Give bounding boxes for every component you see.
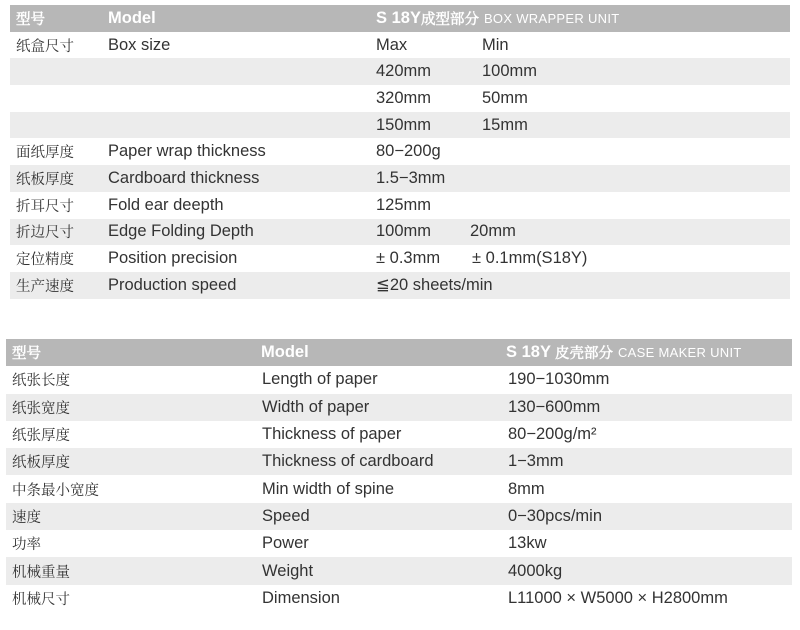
table-row xyxy=(6,394,792,421)
row-label-cn: 中条最小宽度 xyxy=(12,482,99,499)
row-label-cn: 机械重量 xyxy=(12,564,70,581)
row-value: 100mm xyxy=(376,222,432,241)
box-size-min-value: 50mm xyxy=(482,88,528,107)
table-row xyxy=(10,58,790,85)
row-label-en: Speed xyxy=(262,506,310,525)
row-label-en: Width of paper xyxy=(262,397,370,416)
table-row xyxy=(10,85,790,112)
row-label-cn: 折边尺寸 xyxy=(16,225,74,242)
row-label-en: Min width of spine xyxy=(262,479,395,498)
row-label-en: Length of paper xyxy=(262,370,378,389)
table-row xyxy=(6,503,792,530)
header-model-en: Model xyxy=(108,8,156,27)
row-label-cn: 速度 xyxy=(12,509,41,526)
case-maker-spec-table xyxy=(6,339,792,612)
header-model-cn: 型号 xyxy=(12,346,41,363)
row-label-cn: 机械尺寸 xyxy=(12,591,70,608)
table-row xyxy=(10,192,790,219)
box-wrapper-spec-table xyxy=(10,5,790,299)
row-label-cn: 纸板厚度 xyxy=(16,171,74,188)
box-size-min-label: Min xyxy=(482,35,509,54)
row-label-en: Edge Folding Depth xyxy=(108,222,254,241)
table-row xyxy=(6,421,792,448)
row-value: 8mm xyxy=(508,479,545,498)
row-label-en: Position precision xyxy=(108,249,238,268)
row-label-en: Box size xyxy=(108,35,171,54)
row-value: ≦20 sheets/min xyxy=(376,276,493,295)
table-row xyxy=(6,557,792,584)
table-row xyxy=(10,245,790,272)
box-size-max-value: 320mm xyxy=(376,88,432,107)
row-label-cn: 定位精度 xyxy=(16,252,74,269)
row-value: 1−3mm xyxy=(508,452,564,471)
row-label-cn: 功率 xyxy=(12,537,41,554)
box-size-max-value: 150mm xyxy=(376,115,432,134)
row-label-en: Cardboard thickness xyxy=(108,168,260,187)
row-label-cn: 纸张宽度 xyxy=(12,400,70,417)
row-value-secondary: ± 0.1mm(S18Y) xyxy=(472,249,588,268)
table-row xyxy=(10,165,790,192)
row-label-cn: 纸张长度 xyxy=(12,373,70,390)
table-header xyxy=(6,339,792,366)
table-row xyxy=(10,219,790,246)
header-unit-name: BOX WRAPPER UNIT xyxy=(483,10,620,26)
table-row xyxy=(10,272,790,299)
table-row xyxy=(10,112,790,139)
row-label-en: Power xyxy=(262,534,309,553)
row-value: 0−30pcs/min xyxy=(508,506,603,525)
row-label-en: Thickness of paper xyxy=(262,425,402,444)
header-unit-title xyxy=(506,339,742,366)
row-label-cn: 纸盒尺寸 xyxy=(16,38,74,55)
row-label-en: Dimension xyxy=(262,588,340,607)
box-size-min-value: 15mm xyxy=(482,115,528,134)
table-row xyxy=(6,475,792,502)
row-label-en: Fold ear deepth xyxy=(108,195,224,214)
table-row xyxy=(6,530,792,557)
header-model-section-cn: 成型部分 xyxy=(420,11,479,28)
row-label-cn: 纸张厚度 xyxy=(12,428,70,445)
row-value: 125mm xyxy=(376,195,432,214)
row-label-en: Production speed xyxy=(108,275,237,294)
row-value: 130−600mm xyxy=(508,397,601,416)
row-value: ± 0.3mm xyxy=(376,249,441,268)
row-label-en: Weight xyxy=(262,561,314,580)
header-unit-name: CASE MAKER UNIT xyxy=(617,345,742,361)
header-model-cn: 型号 xyxy=(16,11,45,28)
row-label-cn: 生产速度 xyxy=(16,278,74,295)
header-model-number: S 18Y xyxy=(506,343,551,362)
row-value: L11000 × W5000 × H2800mm xyxy=(508,588,728,607)
row-value: 80−200g xyxy=(376,142,441,161)
row-label-en: Thickness of cardboard xyxy=(262,452,434,471)
row-label-cn: 面纸厚度 xyxy=(16,145,74,162)
header-model-en: Model xyxy=(261,343,309,362)
row-label-cn: 折耳尺寸 xyxy=(16,198,74,215)
table-row xyxy=(10,138,790,165)
row-value: 190−1030mm xyxy=(508,370,610,389)
row-value-secondary: 20mm xyxy=(470,222,516,241)
box-size-max-label: Max xyxy=(376,35,408,54)
box-size-min-value: 100mm xyxy=(482,62,538,81)
header-model-number: S 18Y xyxy=(376,8,421,27)
header-unit-title xyxy=(376,5,620,32)
row-value: 4000kg xyxy=(508,561,563,580)
table-row xyxy=(6,448,792,475)
row-label-cn: 纸板厚度 xyxy=(12,455,70,472)
row-value: 80−200g/m² xyxy=(508,425,597,444)
row-label-en: Paper wrap thickness xyxy=(108,142,266,161)
table-row xyxy=(6,585,792,612)
row-value: 13kw xyxy=(508,534,547,553)
row-value: 1.5−3mm xyxy=(376,168,446,187)
table-row xyxy=(10,32,790,59)
table-row xyxy=(6,366,792,393)
table-header xyxy=(10,5,790,32)
box-size-max-value: 420mm xyxy=(376,62,432,81)
header-model-section-cn: 皮壳部分 xyxy=(554,346,613,363)
